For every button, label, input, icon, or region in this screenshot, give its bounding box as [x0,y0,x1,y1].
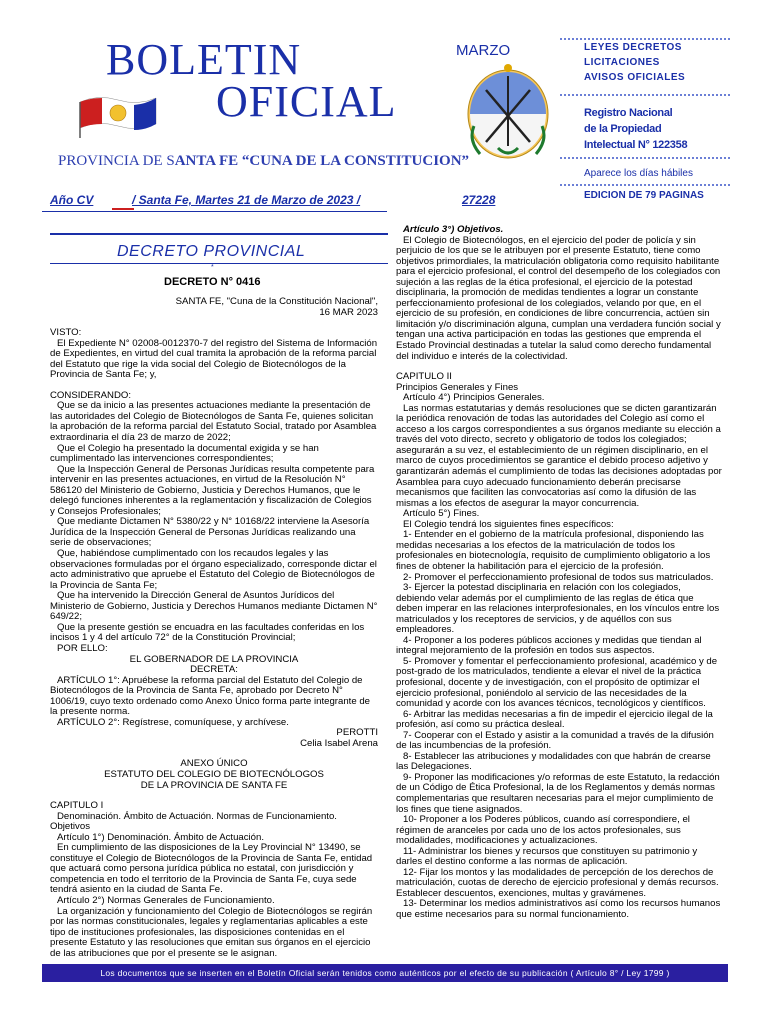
art3-text: El Colegio de Biotecnólogos, en el ejercicio del poder de policía y sin perjuicio de los que se le atribuyen por el presente Estatuto, tiene como objetivos primordiales, la matriculación obligatoria como requisito habilitante para el ejercicio profesional, el control del desempeño de los colegiados con sujeción a las reglas de la ética profesional, el ejercicio de la potestad disciplinaria, la promoción de medidas tendientes a lograr un constante perfeccionamiento profesional de los colegiados, velando por que, en el ejercicio de su profesión, en condiciones de libre concurrencia, actúen sin limitación y/o discriminación alguna, cumplan una verdadera función social y tengan una activa participación en todas las gestiones que emprenda el Estado Provincial destinadas a tutelar la salud como derecho fundamental del individuo e interés de la colectividad. [396,234,721,362]
art2-title: Artículo 2°) Normas Generales de Funcionamiento. [57,894,275,906]
provincia-tagline [58,153,469,170]
right-column [396,225,722,921]
art3-title: Artículo 3°) Objetivos. [403,224,504,235]
section-title: DECRETO PROVINCIAL [117,243,306,260]
left-column [50,297,378,959]
visto-text: El Expediente N° 02008-0012370-7 del registro del Sistema de Información de Expedientes, en virtud del cual tramita la aprobación de la reforma parcial del Estatuto que rige la vida social del Colegio de Biotecnólogos de la Provincia de Santa Fe; y, [50,337,378,381]
categories-list [584,40,685,85]
considerando-label: CONSIDERANDO: [50,389,132,401]
category-avisos: AVISOS OFICIALES [584,72,686,83]
firma-perotti: PEROTTI [336,727,378,739]
decree-number: DECRETO N° 0416 [164,276,261,288]
issue-accent-rule [112,208,134,210]
provincia-prefix: PROVINCIA DE S [58,153,175,169]
registro-line-1: Registro Nacional [584,107,673,119]
capitulo-2-title: Principios Generales y Fines [396,381,519,393]
por-ello: POR ELLO: [57,642,108,654]
considerando-paragraph: Que se da inicio a las presentes actuaciones mediante la presentación de las autoridades del Colegio de Biotecnólogos de Santa Fe, quienes solicitan la aprobación de la reforma parcial del Estatuto Social, tratado por Asamblea extraordinaria el día 23 de marzo de 2022; [50,400,377,444]
decree-place-1: SANTA FE, "Cuna de la Constitución Nacional", [175,296,378,307]
anexo-sub-1: ESTATUTO DEL COLEGIO DE BIOTECNÓLOGOS [104,768,324,780]
fin-item: 10- Proponer a los Poderes públicos, cuando así correspondiere, el régimen de aranceles por cada uno de los actos profesionales, sus modalidades, modificaciones y actualizaciones. [396,814,690,847]
divider-bottom-right [560,184,730,186]
coat-of-arms-icon [460,60,556,164]
header-rule [42,211,387,212]
firma-arena: Celia Isabel Arena [300,737,378,749]
anexo-title: ANEXO ÚNICO [180,758,248,770]
considerando-paragraph: Que la Inspección General de Personas Jurídicas resulta competente para intervenir en las presentes actuaciones, en virtud de la Resolución N° 586120 del Ministerio de Gobierno, Justicia y Derechos Humanos, que le delegó funciones inherentes a la reglamentación y fiscalización de Colegios y Consejos Profesionales; [50,463,375,517]
art5-intro: El Colegio tendrá los siguientes fines específicos: [403,518,614,530]
fin-item: 12- Fijar los montos y las modalidades de percepción de los derechos de matriculación, cuotas de derecho de ejercicio profesional y demás recursos. Establecer descuentos, exenciones, multas y gravámenes. [396,866,719,899]
fin-item: 2- Promover el perfeccionamiento profesional de todos sus matriculados. [403,571,714,583]
art5-title: Artículo 5°) Fines. [403,508,480,520]
fin-item: 5- Promover y fomentar el perfeccionamiento profesional, académico y de post-grado de los matriculados, tendiente a elevar el nivel de la práctica profesional, docente y de investigación, con el propósito de optimizar el ejercicio profesional, poniéndolo al servicio de las necesidades de la comunidad y acorde con los avances técnicos, tecnológicos y científicos. [396,655,718,710]
issue-date: / Santa Fe, Martes 21 de Marzo de 2023 / [132,193,361,207]
capitulo-2: CAPITULO II [396,371,452,383]
fin-item: 4- Proponer a los poderes públicos acciones y medidas que tiendan al integral mejoramiento de la profesión en todos sus aspectos. [396,634,702,657]
capitulo-1-title: Denominación. Ámbito de Actuación. Normas de Funcionamiento. Objetivos [50,810,337,833]
provincial-flag-icon [78,92,158,138]
month-label: MARZO [456,42,511,59]
divider-low-right [560,157,730,159]
category-licitaciones: LICITACIONES [584,57,660,68]
considerando-paragraph: Que, habiéndose cumplimentado con los recaudos legales y las observaciones formuladas por el órgano especializado, corresponde dictar el acto administrativo que apruebe el Estatuto del Colegio de Biotecnólogos de la Provincia de Santa Fe; [50,548,377,591]
art4-text: Las normas estatutarias y demás resoluciones que se dicten garantizarán la periódica renovación de todas las autoridades del Colegio así como el acceso a los cargos correspondientes a sus órganos mediante su elección a través del voto directo, secreto y obligatorio de todos los colegiados; asegurarán a su vez, el establecimiento de un régimen disciplinario, en el marco de cuyos procedimientos se garantice el debido proceso adjetivo y garantizarán además el cumplimiento de todas las decisiones adoptadas por Asamblea para cuyo adecuado funcionamiento deberán precisarse mecanismos que faciliten las convocatorias así como la difusión de las mismas a los efectos de asegurar la mayor concurrencia. [396,402,722,509]
issue-number: 27228 [462,193,496,207]
fin-item: 1- Entender en el gobierno de la matrícula profesional, disponiendo las medidas necesarias a los efectos de la matriculación de todos los profesionales en biotecnología, requisito de cumplimiento obligatorio a los fines de obtener la habilitación para el ejercicio de la profesión. [396,529,711,572]
decree-place-2: 16 MAR 2023 [319,306,378,318]
fin-item: 11- Administrar los bienes y recursos que constituyen su patrimonio y darles el destino conforme a las normas de aplicación. [396,845,698,868]
masthead-title-oficial: OFICIAL [216,77,397,126]
masthead-title-boletin: BOLETIN [106,35,302,84]
category-leyes: LEYES DECRETOS [584,42,682,53]
articulo-1: ARTÍCULO 1°: Apruébese la reforma parcial del Estatuto del Colegio de Biotecnólogos de la Provincia de Santa Fe, aprobado por Decreto N° 1006/19, cuyo texto ordenado como Anexo Único forma parte integrante de la presente norma. [50,674,370,718]
visto-label: VISTO: [50,327,82,339]
edicion-text: EDICION DE 79 PAGINAS [584,190,704,201]
provincia-bold: ANTA FE “CUNA DE LA CONSTITUCION” [174,153,470,169]
art1-title: Artículo 1°) Denominación. Ámbito de Actuación. [57,831,265,843]
registro-block [584,105,687,153]
gobernador: EL GOBERNADOR DE LA PROVINCIA [129,653,299,665]
fin-item: 6- Arbitrar las medidas necesarias a fin de impedir el ejercicio ilegal de la profesión, así como su práctica desleal. [396,708,713,731]
fin-item: 9- Proponer las modificaciones y/o reformas de este Estatuto, la redacción de un Código de Ética Profesional, la de los Reglamentos y demás normas complementarias que resultaren necesarias para el mejor cumplimiento de los fines que tiene asignados. [396,771,720,815]
issue-year: Año CV [50,193,94,207]
decree-dot: * [211,264,214,271]
decree-rule-top [50,233,388,235]
considerando-paragraph: Que ha intervenido la Dirección General de Asuntos Jurídicos del Ministerio de Gobierno, Justicia y Derechos Humanos mediante Dictamen N° 649/22; [50,590,378,623]
capitulo-1: CAPITULO I [50,800,104,812]
fin-item: 13- Determinar los medios administrativos así como los recursos humanos que estime necesarios para su normal funcionamiento. [396,898,721,920]
considerando-paragraph: Que el Colegio ha presentado la documental exigida y se han cumplimentado las intervenciones correspondientes; [50,442,319,465]
art4-title: Artículo 4°) Principios Generales. [403,392,545,404]
art2-text: La organización y funcionamiento del Colegio de Biotecnólogos se regirán por las normas constitucionales, legales y reglamentarias aplicables a este tipo de instituciones profesionales, las disposiciones contenidas en el presente Estatuto y las resoluciones que emitan sus órganos en el ejercicio de las atribuciones que por el presente se le asignan. [50,905,373,959]
fin-item: 7- Cooperar con el Estado y asistir a la comunidad a través de la difusión de las incumbencias de la profesión. [396,729,714,752]
considerando-paragraph: Que la presente gestión se encuadra en las facultades conferidas en los incisos 1 y 4 del artículo 72° de la Constitución Provincial; [50,621,365,644]
decreta: DECRETA: [190,664,238,676]
registro-line-2: de la Propiedad [584,123,662,135]
considerando-paragraph: Que mediante Dictamen N° 5380/22 y N° 10168/22 interviene la Asesoría Jurídica de la Inspección General de Personas Jurídicas realizando una serie de observaciones; [50,516,370,549]
anexo-sub-2: DE LA PROVINCIA DE SANTA FE [140,779,288,791]
articulo-2: ARTÍCULO 2°: Regístrese, comuníquese, y archívese. [57,716,289,728]
footer-notice: Los documentos que se inserten en el Boletín Oficial serán tenidos como auténticos por el efecto de su publicación ( Artículo 8° / Ley 1799 ) [42,964,728,982]
divider-mid-right [560,94,730,96]
decree-rule-bottom [50,263,388,264]
registro-line-3: Intelectual N° 122358 [584,139,688,151]
art1-text: En cumplimiento de las disposiciones de la Ley Provincial N° 13490, se constituye el Colegio de Biotecnólogos de la Provincia de Santa Fe, entidad que actuará como persona jurídica pública no estatal, con jurisdicción y competencia en todo el territorio de la Provincia de Santa Fe, cuya sede tendrá asiento en la ciudad de Santa Fe. [50,842,373,896]
fin-item: 8- Establecer las atribuciones y modalidades con que habrán de crearse las Delegaciones. [396,750,711,773]
aparece-text: Aparece los días hábiles [584,168,693,179]
fin-item: 3- Ejercer la potestad disciplinaria en relación con los colegiados, debiendo velar además por el cumplimiento de las reglas de ética que deben imperar en las relaciones interprofesionales, en los vínculos entre los matriculados y los receptores de servicios, y de aquéllos con sus empleadores. [396,582,720,636]
